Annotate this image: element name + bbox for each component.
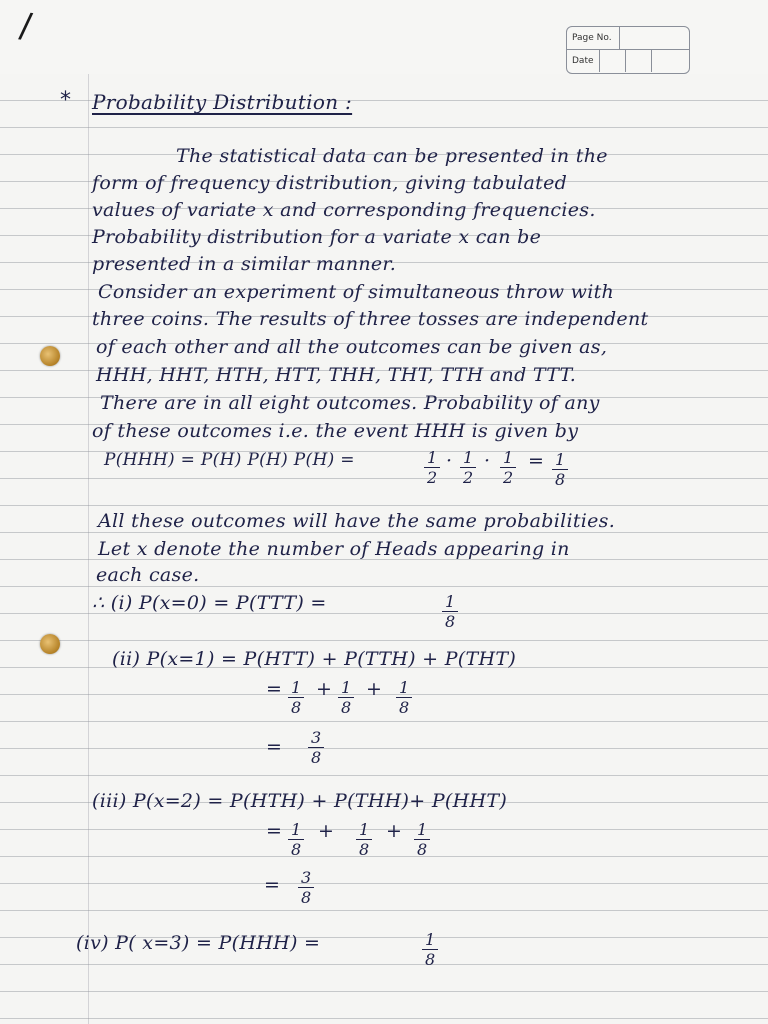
- fraction-one-eighth: $\frac{1}{8}$: [288, 680, 304, 716]
- fraction-one-eighth: $\frac{1}{8}$: [396, 680, 412, 716]
- corner-mark: /: [17, 5, 35, 47]
- text-line: of each other and all the outcomes can be given as,: [96, 336, 608, 358]
- equals-sign: =: [266, 820, 282, 842]
- case-iv-equation: (iv) P( x=3) = P(HHH) =: [76, 932, 321, 954]
- fraction-half: $\frac{1}{2}$: [500, 450, 516, 486]
- equals-sign: =: [528, 450, 544, 472]
- fraction-half: $\frac{1}{2}$: [424, 450, 440, 486]
- text-line: There are in all eight outcomes. Probability of any: [100, 392, 600, 414]
- text-line: presented in a similar manner.: [92, 253, 397, 275]
- text-line: values of variate x and corresponding frequencies.: [92, 199, 596, 221]
- text-line: of these outcomes i.e. the event HHH is given by: [92, 420, 579, 442]
- fraction-result: $\frac{1}{8}$: [552, 452, 568, 488]
- fraction-one-eighth: $\frac{1}{8}$: [288, 822, 304, 858]
- equals-sign: =: [266, 678, 282, 700]
- page-title: Probability Distribution :: [92, 90, 353, 114]
- text-line: Probability distribution for a variate x can be: [92, 226, 542, 248]
- date-label: Date: [572, 56, 594, 66]
- fraction-one-eighth: $\frac{1}{8}$: [422, 932, 438, 968]
- page-no-label: Page No.: [572, 33, 612, 43]
- text-line: HHH, HHT, HTH, HTT, THH, THT, TTH and TTT.: [96, 364, 577, 386]
- fraction-three-eighths: $\frac{3}{8}$: [308, 730, 324, 766]
- equals-sign: =: [264, 874, 280, 896]
- text-line: Consider an experiment of simultaneous throw with: [98, 281, 615, 303]
- plus-sign: +: [318, 820, 334, 842]
- plus-sign: +: [386, 820, 402, 842]
- fraction-half: $\frac{1}{2}$: [460, 450, 476, 486]
- fraction-one-eighth: $\frac{1}{8}$: [338, 680, 354, 716]
- page-no-row: [567, 27, 689, 50]
- text-line: three coins. The results of three tosses are independent: [92, 308, 649, 330]
- text-line: each case.: [96, 564, 200, 586]
- case-iii-equation: (iii) P(x=2) = P(HTH) + P(THH)+ P(HHT): [92, 790, 508, 812]
- fraction-one-eighth: $\frac{1}{8}$: [356, 822, 372, 858]
- binder-hole: [40, 346, 60, 366]
- fraction-one-eighth: $\frac{1}{8}$: [442, 594, 458, 630]
- text-line: form of frequency distribution, giving tabulated: [92, 172, 568, 194]
- bullet-star: *: [60, 88, 71, 113]
- date-row: [567, 50, 689, 72]
- page-header-box: [566, 26, 690, 74]
- plus-sign: +: [366, 678, 382, 700]
- fraction-three-eighths: $\frac{3}{8}$: [298, 870, 314, 906]
- case-ii-equation: (ii) P(x=1) = P(HTT) + P(TTH) + P(THT): [112, 648, 517, 670]
- case-i-equation: ∴ (i) P(x=0) = P(TTT) =: [92, 592, 327, 614]
- plus-sign: +: [316, 678, 332, 700]
- binder-hole: [40, 634, 60, 654]
- dot-operator: ·: [484, 450, 491, 472]
- equation-hhh: P(HHH) = P(H) P(H) P(H) =: [104, 450, 355, 470]
- fraction-one-eighth: $\frac{1}{8}$: [414, 822, 430, 858]
- text-line: All these outcomes will have the same probabilities.: [98, 510, 616, 532]
- text-line: The statistical data can be presented in the: [176, 145, 608, 167]
- equals-sign: =: [266, 736, 282, 758]
- margin-line: [88, 74, 89, 1024]
- dot-operator: ·: [446, 450, 453, 472]
- text-line: Let x denote the number of Heads appearing in: [98, 538, 570, 560]
